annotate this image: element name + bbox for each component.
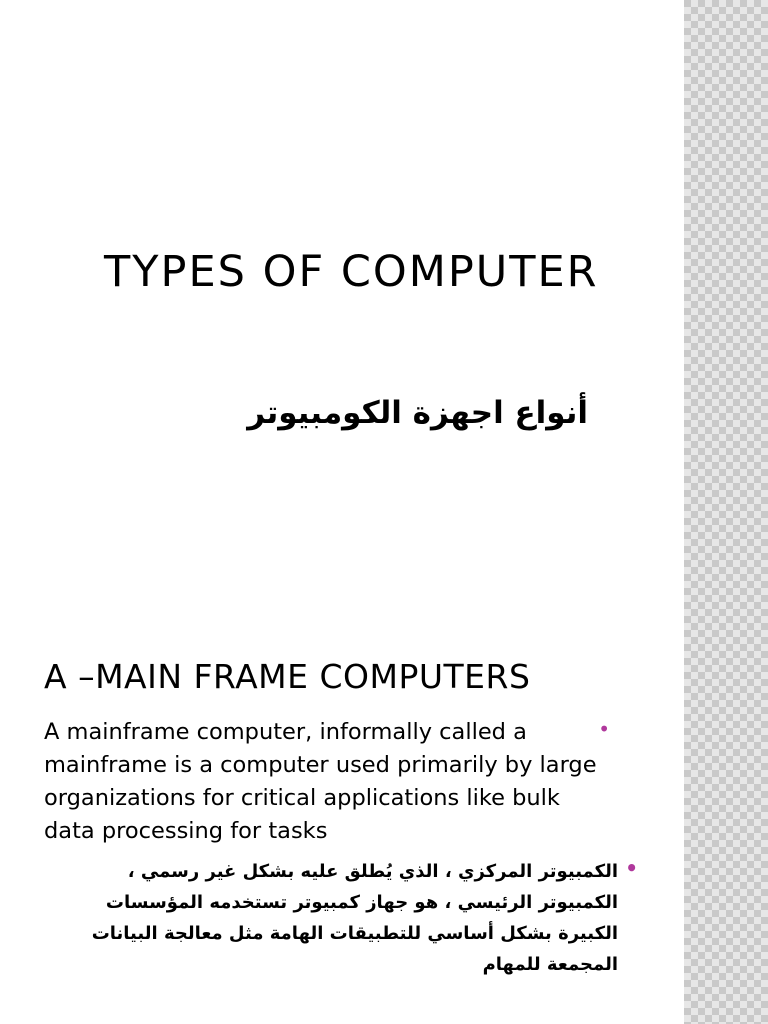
bullet-item-english [44,716,640,848]
bullet-item-arabic [44,856,640,980]
bullet-list [44,716,640,980]
section-heading: A –MAIN FRAME COMPUTERS [44,657,531,696]
bullet-dot-icon: • [598,717,610,741]
bullet-text-english: A mainframe computer, informally called a mainframe is a computer used primarily by large organizations for critical applications like bulk data processing for tasks [44,719,597,844]
slide-title: TYPES OF COMPUTER [104,247,599,297]
bullet-text-arabic: الكمبيوتر المركزي ، الذي يُطلق عليه بشكل غير رسمي ، الكمبيوتر الرئيسي ، هو جهاز كمبيوتر تستخدمه المؤسسات الكبيرة بشكل أساسي للتطبيقات الهامة مثل معالجة البيانات المجمعة للمهام [91,861,618,975]
arabic-subtitle: أنواع اجهزة الكومبيوتر [247,395,588,431]
decorative-side-band [684,0,768,1024]
bullet-dot-icon: • [625,856,638,880]
